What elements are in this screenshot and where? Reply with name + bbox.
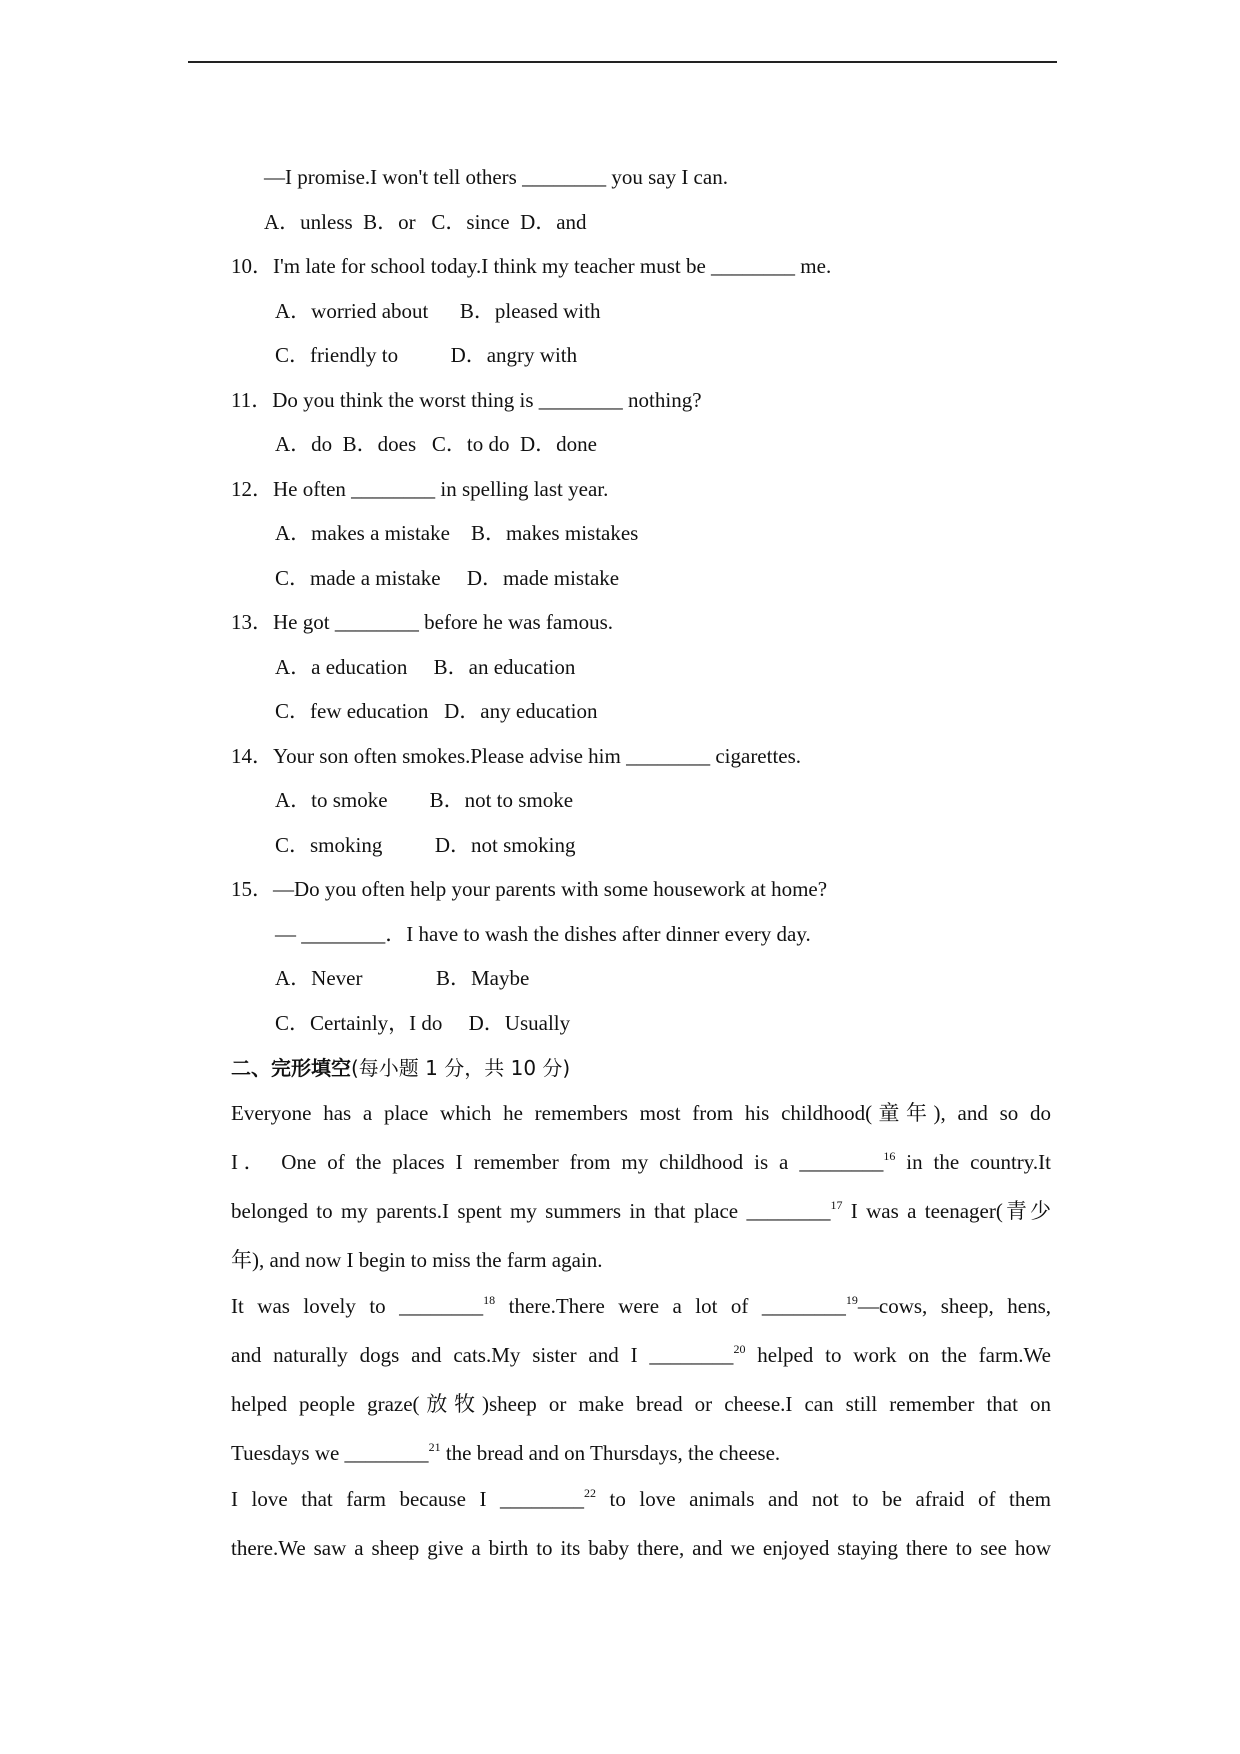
q12-options-row2: C．made a mistake D．made mistake bbox=[275, 566, 620, 590]
section2-heading bbox=[231, 1055, 570, 1081]
passage-p3-line1 bbox=[231, 1486, 1051, 1512]
q13-stem: 13．He got ________ before he was famous. bbox=[231, 610, 613, 634]
q14-options-row1: A．to smoke B．not to smoke bbox=[275, 788, 574, 812]
q13-options-row1: A．a education B．an education bbox=[275, 655, 576, 679]
q9-prompt: —I promise.I won't tell others ________ you say I can. bbox=[264, 165, 728, 189]
section2-note: (每小题 1 分，共 10 分) bbox=[351, 1056, 571, 1080]
q12-options-row1: A．makes a mistake B．makes mistakes bbox=[275, 521, 639, 545]
passage-p1-line2 bbox=[231, 1149, 1051, 1175]
text-run: I was a teenager(青少 bbox=[842, 1199, 1052, 1223]
q15-stem: 15．—Do you often help your parents with some housework at home? bbox=[231, 877, 828, 901]
q14-options-row2: C．smoking D．not smoking bbox=[275, 833, 576, 857]
q15-options-row1: A．Never B．Maybe bbox=[275, 966, 530, 990]
passage-p1-line4: 年), and now I begin to miss the farm again. bbox=[231, 1248, 603, 1272]
blank-number-18: 18 bbox=[483, 1293, 496, 1307]
q15-reply: — ________．I have to wash the dishes after dinner every day. bbox=[275, 922, 811, 946]
text-run: It was lovely to ________ bbox=[231, 1294, 484, 1318]
passage-p3-line2: there.We saw a sheep give a birth to its baby there, and we enjoyed staying there to see how bbox=[231, 1536, 1051, 1560]
passage-p2-line3: helped people graze(放牧)sheep or make bread or cheese.I can still remember that on bbox=[231, 1392, 1051, 1416]
q13-options-row2: C．few education D．any education bbox=[275, 699, 598, 723]
text-run: and naturally dogs and cats.My sister and I ________ bbox=[231, 1343, 734, 1367]
q14-stem: 14．Your son often smokes.Please advise him ________ cigarettes. bbox=[231, 744, 802, 768]
blank-number-17: 17 bbox=[830, 1198, 843, 1212]
q15-options-row2: C．Certainly，I do D．Usually bbox=[275, 1011, 571, 1035]
passage-p2-line1 bbox=[231, 1293, 1051, 1319]
blank-number-22: 22 bbox=[584, 1486, 596, 1500]
q9-options: A．unless B．or C．since D．and bbox=[264, 210, 587, 234]
blank-number-21: 21 bbox=[428, 1440, 441, 1454]
passage-p2-line2 bbox=[231, 1342, 1051, 1368]
text-run: there.There were a lot of ________ bbox=[495, 1294, 846, 1318]
blank-number-19: 19 bbox=[845, 1293, 858, 1307]
passage-p1-line1: Everyone has a place which he remembers most from his childhood(童年), and so do bbox=[231, 1101, 1051, 1125]
q12-stem: 12．He often ________ in spelling last year. bbox=[231, 477, 609, 501]
text-run: I． One of the places I remember from my childhood is a ________ bbox=[231, 1150, 884, 1174]
q10-options-row1: A．worried about B．pleased with bbox=[275, 299, 601, 323]
blank-number-20: 20 bbox=[733, 1342, 746, 1356]
text-run: helped to work on the farm.We bbox=[745, 1343, 1051, 1367]
q11-options: A．do B．does C．to do D．done bbox=[275, 432, 597, 456]
passage-p1-line3 bbox=[231, 1198, 1051, 1224]
blank-number-16: 16 bbox=[883, 1149, 896, 1163]
text-run: the bread and on Thursdays, the cheese. bbox=[440, 1441, 781, 1465]
q11-stem: 11．Do you think the worst thing is ________ nothing? bbox=[231, 388, 702, 412]
text-run: Tuesdays we ________ bbox=[231, 1441, 429, 1465]
text-run: belonged to my parents.I spent my summers in that place ________ bbox=[231, 1199, 831, 1223]
text-run: —cows, sheep, hens, bbox=[857, 1294, 1052, 1318]
text-run: in the country.It bbox=[895, 1150, 1051, 1174]
passage-p2-line4 bbox=[231, 1440, 1051, 1466]
header-rule bbox=[188, 61, 1057, 63]
q10-options-row2: C．friendly to D．angry with bbox=[275, 343, 578, 367]
text-run: to love animals and not to be afraid of them bbox=[596, 1487, 1051, 1511]
text-run: I love that farm because I ________ bbox=[231, 1487, 584, 1511]
section2-title: 二、完形填空 bbox=[231, 1056, 351, 1080]
q10-stem: 10．I'm late for school today.I think my teacher must be ________ me. bbox=[231, 254, 832, 278]
